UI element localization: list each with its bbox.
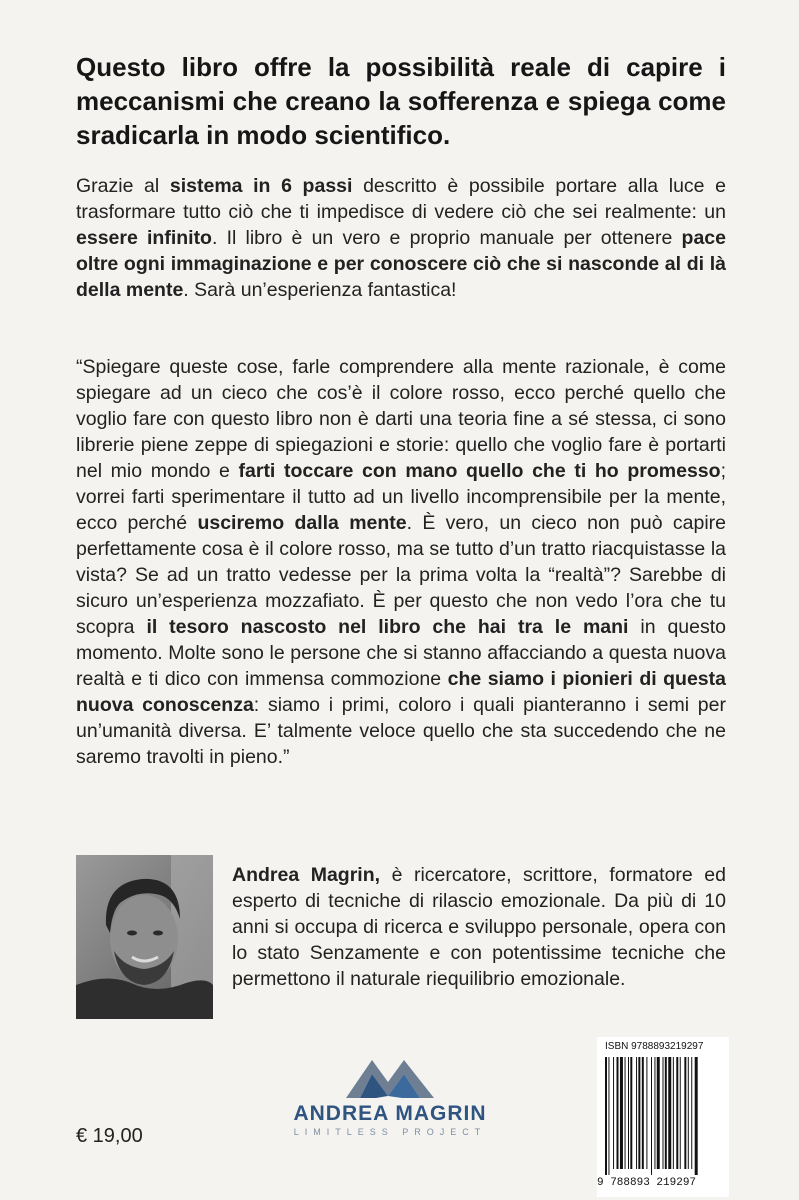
- barcode-bar: [638, 1057, 640, 1169]
- barcode-bar: [617, 1057, 619, 1169]
- publisher-logo: [255, 1052, 525, 1152]
- bold-text: farti toccare con mano quello che ti ho promesso: [238, 460, 721, 482]
- author-photo: [76, 855, 213, 1019]
- author-bio-text: è ricercatore, scrittore, formatore ed esperto di tecniche di rilascio emozionale. Da più di 10 anni si occupa di ricerca e sviluppo personale, opera con lo stato Senzamente e con potentissime tecniche che permettono il naturale riequilibrio emozionale.: [232, 864, 726, 990]
- barcode-icon: [603, 1057, 723, 1177]
- mountain-logo-icon: [342, 1052, 438, 1100]
- bold-text: pace oltre ogni immaginazione e per conoscere ciò che si nasconde al di là della mente: [76, 227, 726, 301]
- ean-digits: 9 788893 219297: [597, 1177, 697, 1189]
- barcode-bar: [625, 1057, 626, 1169]
- barcode-bar: [654, 1057, 655, 1169]
- author-bio: [232, 862, 726, 992]
- text-run: “Spiegare queste cose, farle comprendere alla mente razionale, è come spiegare ad un cieco che cos’è il colore rosso, ecco perché quello che voglio fare con questo libro non è darti una teoria fine a sé stessa, ci sono librerie piene zeppe di spiegazioni e storie: quello che voglio fare è portarti nel mio mondo e: [76, 356, 726, 482]
- bold-text: che siamo i pionieri di questa nuova conoscenza: [76, 668, 726, 716]
- barcode-bar: [657, 1057, 660, 1169]
- author-name: Andrea Magrin,: [232, 864, 381, 886]
- barcode-bar: [646, 1057, 647, 1169]
- headline: Questo libro offre la possibilità reale di capire i meccanismi che creano la sofferenza e spiega come sradicarla in modo scientifico.: [76, 52, 726, 150]
- text-run: Grazie al: [76, 175, 170, 197]
- text-run: . Il libro è un vero e proprio manuale per ottenere: [211, 227, 682, 249]
- bold-text: essere infinito: [76, 227, 212, 249]
- author-quote-paragraph: [76, 354, 726, 770]
- barcode-bar: [630, 1057, 632, 1169]
- barcode-bar: [608, 1057, 609, 1175]
- bold-text: usciremo dalla mente: [197, 512, 407, 534]
- barcode-bar: [676, 1057, 678, 1169]
- barcode-bar: [691, 1057, 692, 1169]
- text-run: descritto è possibile portare alla luce e trasformare tutto ciò che ti impedisce di vedere ciò che sei realmente: un: [76, 175, 727, 223]
- isbn-label: ISBN 9788893219297: [605, 1041, 704, 1052]
- bold-text: sistema in 6 passi: [169, 175, 353, 197]
- barcode-bar: [680, 1057, 681, 1169]
- bold-text: il tesoro nascosto nel libro che hai tra le mani: [146, 616, 629, 638]
- author-portrait-image: [76, 855, 213, 1019]
- text-run: . È vero, un cieco non può capire perfettamente cosa è il colore rosso, ma se tutto d’un tratto riacquistasse la vista? Se ad un tratto vedesse per la prima volta la “realtà”? Sarebbe di sicuro un’esperienza mozzafiato. È per questo che non vedo l’ora che tu scopra: [76, 512, 726, 638]
- text-run: . Sarà un’esperienza fantastica!: [183, 279, 457, 301]
- barcode-area: [597, 1037, 729, 1197]
- barcode-bar: [642, 1057, 644, 1169]
- description-paragraph: [76, 173, 726, 303]
- barcode-bar: [636, 1057, 637, 1169]
- barcode-bar: [605, 1057, 607, 1175]
- barcode-bar: [620, 1057, 623, 1169]
- barcode-bar: [695, 1057, 698, 1175]
- logo-brand-name: ANDREA MAGRIN: [293, 1102, 487, 1125]
- barcode-bar: [651, 1057, 652, 1175]
- text-run: : siamo i primi, coloro i quali pianteranno i semi per un’umanità diversa. E’ talmente veloce quello che sta succedendo che ne saremo travolti in pieno.”: [76, 694, 726, 768]
- price-label: € 19,00: [76, 1125, 143, 1147]
- barcode-bar: [665, 1057, 667, 1169]
- text-run: in questo momento. Molte sono le persone che si stanno affacciando a questa nuova realtà e ti dico con immensa commozione: [76, 616, 727, 690]
- barcode-bar: [688, 1057, 689, 1169]
- logo-tagline: LIMITLESS PROJECT: [293, 1127, 487, 1137]
- barcode-bar: [663, 1057, 664, 1169]
- barcode-bar: [668, 1057, 671, 1169]
- barcode-bar: [613, 1057, 614, 1169]
- barcode-bar: [673, 1057, 674, 1169]
- barcode-bar: [628, 1057, 629, 1169]
- barcode-bar: [684, 1057, 686, 1169]
- text-run: ; vorrei farti sperimentare il tutto ad un livello incomprensibile per la mente, ecco perché: [76, 460, 726, 534]
